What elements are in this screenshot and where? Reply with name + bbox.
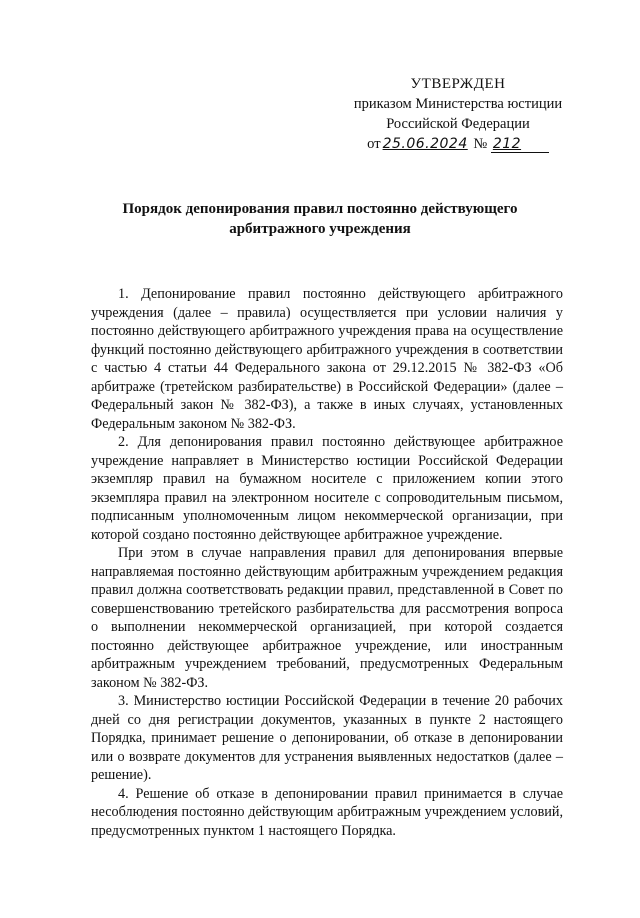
paragraph-3: 3. Министерство юстиции Российской Федерации в течение 20 рабочих дней со дня регистрации документов, указанных в пункте 2 настоящего Порядка, принимает решение о депонировании, об отказе в депонировании или о возврате документов для устранения выявленных недостатков (далее – решение). (91, 693, 563, 783)
paragraph-1: 1. Депонирование правил постоянно действующего арбитражного учреждения (далее – правила) осуществляется при условии наличия у постоянно действующего арбитражного учреждения права на осуществление функций постоянно действующего арбитражного учреждения в соответствии с частью 4 статьи 44 Федерального закона от 29.12.2015 № 382-ФЗ «Об арбитраже (третейском разбирательстве) в Российской Федерации» (далее – Федеральный закон № 382-ФЗ), а также в иных случаях, установленных Федеральным законом № 382-ФЗ. (91, 286, 563, 432)
document-body (91, 285, 563, 840)
document-title (90, 199, 550, 239)
date-prefix: от (367, 136, 381, 152)
approval-block (338, 74, 578, 154)
approval-date-line (338, 134, 578, 154)
paragraph-2: 2. Для депонирования правил постоянно действующее арбитражное учреждение направляет в Министерство юстиции Российской Федерации экземпляр правил на бумажном носителе с приложением копии этого экземпляра правил на электронном носителе с сопроводительным письмом, подписанным уполномоченным лицом некоммерческой организации, при которой создано постоянно действующее арбитражное учреждение. (91, 434, 563, 543)
approval-country-line: Российской Федерации (386, 116, 530, 132)
title-line-2: арбитражного учреждения (229, 221, 411, 237)
paragraph-2-continued: При этом в случае направления правил для депонирования впервые направляемая постоянно действующим арбитражным учреждением редакция правил должна соответствовать редакции правил, представленной в Совет по совершенствованию третейского разбирательства для рассмотрения вопроса о выполнении некоммерческой организацией, при которой создается постоянно действующее арбитражное учреждение, или иностранным арбитражным учреждением требований, предусмотренных Федеральным законом № 382-ФЗ. (91, 545, 563, 691)
number-prefix: № (473, 136, 488, 152)
handwritten-date: 25.06.2024 (382, 136, 468, 152)
approved-heading: УТВЕРЖДЕН (410, 76, 506, 92)
approval-order-line: приказом Министерства юстиции (353, 96, 563, 112)
title-line-1: Порядок депонирования правил постоянно действующего (122, 201, 518, 217)
handwritten-number: 212 (492, 136, 522, 152)
paragraph-4: 4. Решение об отказе в депонировании правил принимается в случае несоблюдения постоянно действующим арбитражным учреждением условий, предусмотренных пунктом 1 настоящего Порядка. (91, 785, 563, 839)
number-underline (491, 136, 549, 153)
